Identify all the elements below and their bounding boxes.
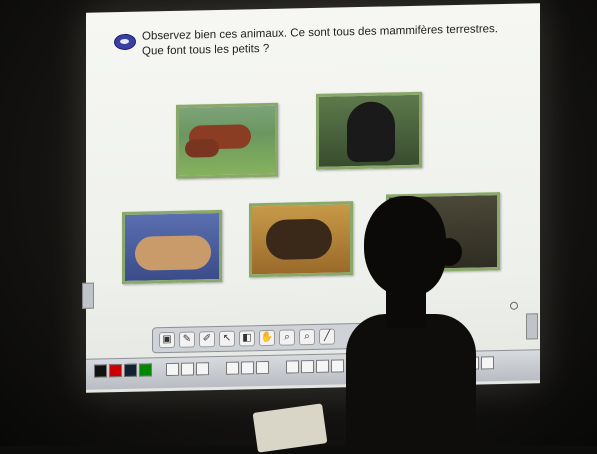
stroke-medium-button[interactable] bbox=[181, 362, 194, 375]
stroke-thick-button[interactable] bbox=[196, 362, 209, 375]
question-line-2: Que font tous les petits ? bbox=[142, 42, 270, 58]
color-red-button[interactable] bbox=[109, 364, 122, 377]
stroke-thin-button[interactable] bbox=[166, 363, 179, 376]
size-group bbox=[226, 361, 269, 376]
hand-icon[interactable]: ✋ bbox=[259, 330, 275, 346]
zoom-out-icon[interactable]: ⌕ bbox=[299, 329, 315, 345]
highlighter-icon[interactable]: ✐ bbox=[199, 331, 215, 347]
cow-and-calf-photo[interactable] bbox=[176, 103, 278, 179]
right-side-handle[interactable] bbox=[526, 313, 538, 339]
left-side-handle[interactable] bbox=[82, 283, 94, 309]
stroke-group bbox=[166, 362, 209, 377]
options-button[interactable] bbox=[481, 356, 494, 369]
screen-button[interactable] bbox=[286, 360, 299, 373]
color-black-button[interactable] bbox=[94, 364, 107, 377]
size-small-button[interactable] bbox=[226, 362, 239, 375]
redo-button[interactable] bbox=[316, 360, 329, 373]
eraser-icon[interactable]: ◧ bbox=[239, 330, 255, 346]
question-text bbox=[142, 22, 522, 60]
color-blue-button[interactable] bbox=[124, 364, 137, 377]
mole-photo[interactable] bbox=[249, 201, 353, 277]
select-icon[interactable]: ▣ bbox=[159, 332, 175, 348]
size-large-button[interactable] bbox=[256, 361, 269, 374]
speaker-icon[interactable] bbox=[114, 34, 136, 50]
page-indicator bbox=[510, 302, 518, 310]
size-medium-button[interactable] bbox=[241, 361, 254, 374]
question-line-1: Observez bien ces animaux. Ce sont tous des mammifères terrestres. bbox=[142, 23, 499, 43]
undo-button[interactable] bbox=[301, 360, 314, 373]
pointer-icon[interactable]: ↖ bbox=[219, 331, 235, 347]
cat-and-kittens-photo[interactable] bbox=[122, 210, 222, 284]
line-icon[interactable]: ╱ bbox=[319, 329, 335, 345]
gorilla-photo[interactable] bbox=[316, 92, 422, 170]
color-green-button[interactable] bbox=[139, 363, 152, 376]
person-silhouette bbox=[340, 196, 480, 446]
pen-icon[interactable]: ✎ bbox=[179, 331, 195, 347]
zoom-icon[interactable]: ⌕ bbox=[279, 329, 295, 345]
color-group bbox=[94, 363, 152, 378]
